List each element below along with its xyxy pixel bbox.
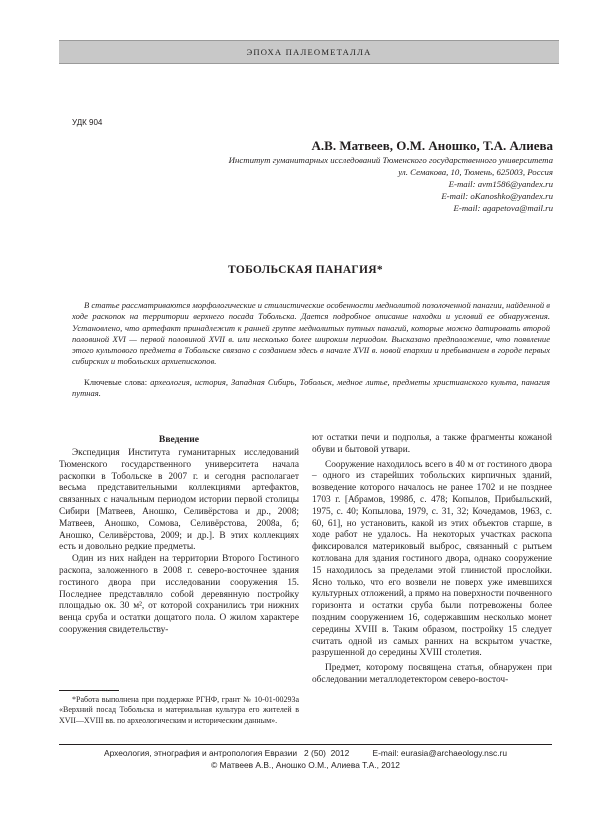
body-column-right — [312, 433, 552, 687]
address: ул. Семакова, 10, Тюмень, 625003, Россия — [398, 167, 553, 177]
abstract: В статье рассматриваются морфологические и стилистические особенности меднолитой позолоченной панагии, найденной в ходе раскопок на территории верхнего посада Тобольска. Дается подробное описание находки и условий ее обнаружения. Установлено, что артефакт принадлежит к ранней группе меднолитых путных панагий, которые можно датировать второй половиной XVI — первой половиной XVII в. или несколько более широким периодом. Высказано предположение, что появление этого культового предмета в Тобольске связано с созданием здесь в начале XVII в. новой епархии и пребыванием в городе первых сибирских и тобольских архиепископов. — [72, 300, 550, 367]
footnote-rule — [59, 690, 119, 691]
paragraph: Один из них найден на территории Второго Гостиного раскопа, заложенного в 2008 г. северо-восточнее здания гостиного двора при исследовании сооружения 15. Последнее представляло собой деревянную постройку площадью ок. 30 м², от которой сохранились три нижних венца сруба и остатки дощатого пола. О жилом характере сооружения свидетельству- — [59, 554, 299, 635]
paragraph: Сооружение находилось всего в 40 м от гостиного двора – одного из старейших тобольских кирпичных зданий, возведение которого началось не ранее 1702 и не позднее 1703 г. [Абрамов, 1998б, с. 478; Копылов, Прибыльский, 1975, с. 40; Копылова, 1979, с. 31, 32; Кочедамов, 1963, с. 60, 61], но установить, какой из этих объектов старше, в ходе работ не удалось. На некоторых участках раскопа фиксировался материковый выброс, связанный с рытьем котлована для здания гостиного двора, однако сооружение 15 находилось за пределами этой глинистой прослойки. Ясно только, что его возвели не поверх уже имевшихся культурных отложений, а прямо на поверхности почвенного горизонта и остатки сруба были потревожены более поздним сооружением 16, содержавшим несколько монет середины XVIII в. Таким образом, постройку 15 следует считать одной из самых ранних на вскрытом участке, разрушенной до середины XVIII столетия. — [312, 459, 552, 659]
keywords-label: Ключевые слова: — [84, 377, 148, 387]
paragraph: Экспедиция Института гуманитарных исследований Тюменского государственного университета начала раскопки в Тобольске в 2007 г. и сегодня располагает весьма представительными коллекциями артефактов, связанных с начальным периодом истории первой столицы Сибири [Матвеев, Аношко, Селивёрстова и др., 2008; Матвеев, Аношко, Сомова, Селивёрстова, 2008а, б; Аношко, Селивёрстова, 2009; и др.]. В этих коллекциях есть и довольно редкие предметы. — [59, 448, 299, 553]
email-1: E-mail: avm1586@yandex.ru — [448, 179, 553, 189]
running-header-band — [59, 40, 559, 64]
body-column-left — [59, 448, 299, 637]
authors: А.В. Матвеев, О.М. Аношко, Т.А. Алиева — [311, 138, 553, 153]
keywords-text: археология, история, Западная Сибирь, Тобольск, медное литье, предметы христианского культа, панагия путная. — [72, 377, 551, 399]
running-header: ЭПОХА ПАЛЕОМЕТАЛЛА — [246, 47, 372, 57]
email-3: E-mail: agapetova@mail.ru — [453, 203, 553, 213]
keywords-block — [72, 377, 550, 400]
email-2: E-mail: oKanoshko@yandex.ru — [441, 191, 553, 201]
footer-journal-line: Археология, этнография и антропология Евразии 2 (50) 2012 E-mail: eurasia@archaeology.nsc.ru — [104, 748, 507, 758]
affiliation: Институт гуманитарных исследований Тюменского государственного университета — [228, 155, 553, 165]
paragraph: ют остатки печи и подполья, а также фрагменты кожаной обуви и бытовой утвари. — [312, 433, 552, 455]
footer-rule — [59, 744, 552, 745]
paragraph: Предмет, которому посвящена статья, обнаружен при обследовании металлодетектором северо-восточ- — [312, 663, 552, 685]
article-title: ТОБОЛЬСКАЯ ПАНАГИЯ* — [228, 264, 383, 276]
section-heading: Введение — [158, 434, 200, 445]
footnote: *Работа выполнена при поддержке РГНФ, грант № 10-01-00293а «Верхний посад Тобольска и материальная культура его жителей в XVII—XVIII вв. по археологическим и историческим данным». — [59, 695, 299, 725]
udk-code: УДК 904 — [72, 118, 103, 127]
footer-copyright: © Матвеев А.В., Аношко О.М., Алиева Т.А., 2012 — [211, 760, 400, 770]
